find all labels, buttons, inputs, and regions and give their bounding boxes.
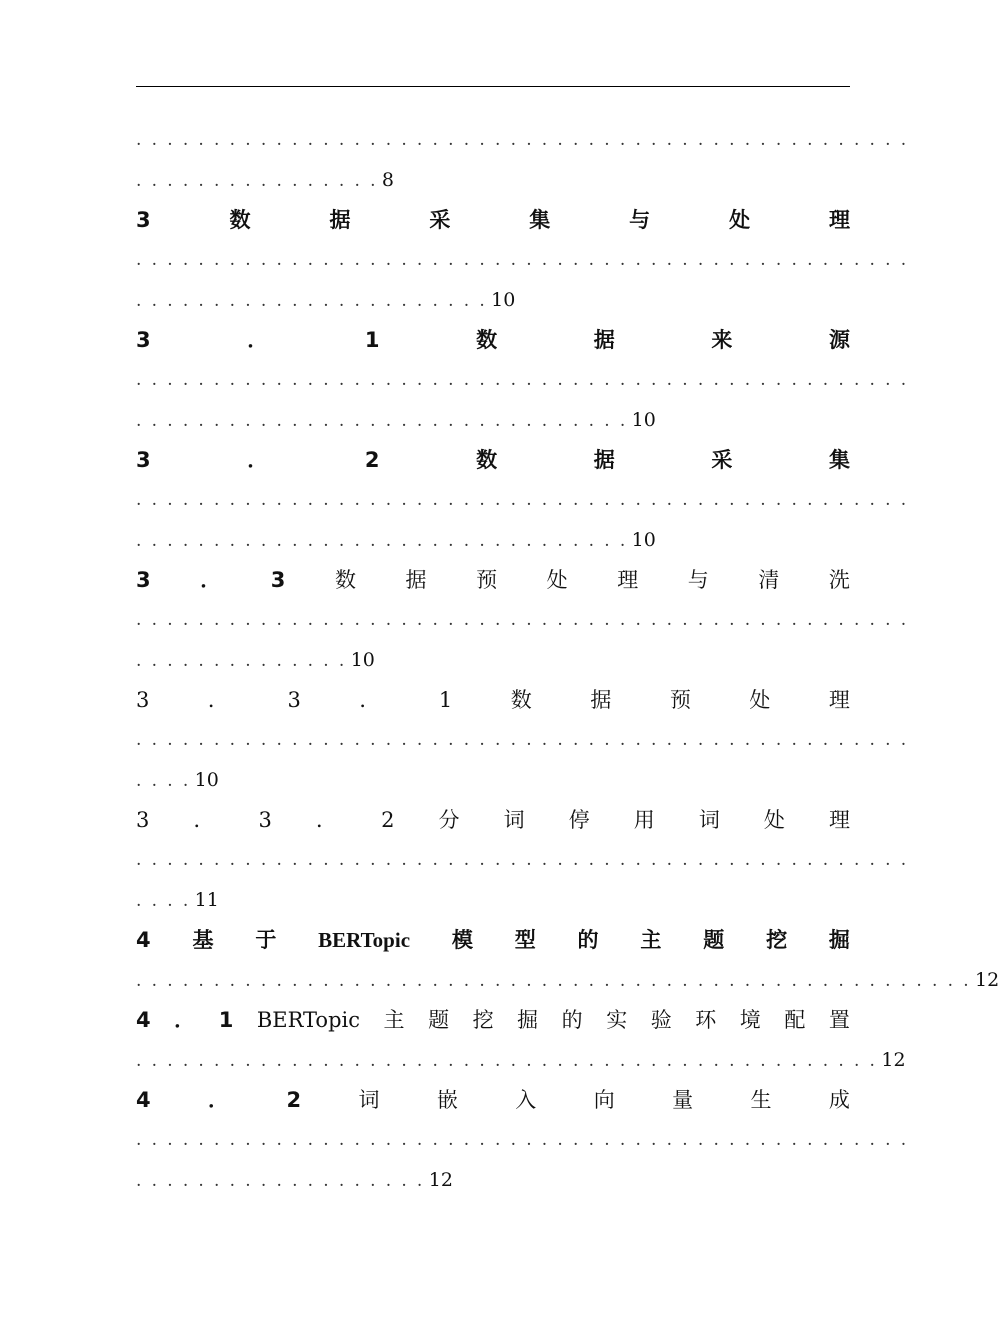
toc-entry-title[interactable]: 4 ． 1 BERTopic 主 题 挖 掘 的 实 验 环 境 配 置 bbox=[136, 1008, 850, 1032]
toc-entry-page-line[interactable]: . . . . 10 bbox=[136, 769, 219, 791]
toc-entry-page-line[interactable]: . . . . . . . . . . . . . . . . 8 bbox=[136, 169, 395, 191]
toc-page-number: 10 bbox=[194, 769, 219, 791]
toc-entry-title[interactable]: 3 ． 3 ． 1 数 据 预 处 理 bbox=[136, 688, 850, 712]
toc-page-number: 10 bbox=[491, 289, 516, 311]
toc-entry-page-line[interactable]: . . . . . . . . . . . . . . . . . . . . . . . 10 bbox=[136, 289, 516, 311]
toc-leader: . . . . . . . . . . . . . . . . . . . . . . . . . . . . . . . . . . . . . . . . . . . . . . . . . . bbox=[136, 1130, 909, 1150]
toc-entry-title[interactable]: 3 ． 3 数 据 预 处 理 与 清 洗 bbox=[136, 568, 850, 592]
header-rule bbox=[136, 86, 850, 87]
toc-entry-page-line[interactable]: . . . . . . . . . . . . . . 10 bbox=[136, 649, 375, 671]
toc-page-number: 12 bbox=[881, 1049, 906, 1071]
toc-page-number: 10 bbox=[631, 409, 656, 431]
toc-leader: . . . . . . . . . . . . . . . . . . . . . . . . . . . . . . . . . . . . . . . . . . . . . . . . . . bbox=[136, 850, 909, 870]
toc-entry-title[interactable]: 4 基 于 BERTopic 模 型 的 主 题 挖 掘 bbox=[136, 928, 850, 952]
toc-page-number: 8 bbox=[381, 169, 395, 191]
toc-entry-title[interactable]: 3 数 据 采 集 与 处 理 bbox=[136, 208, 850, 232]
toc-page-number: 10 bbox=[631, 529, 656, 551]
toc-leader: . . . . . . . . . . . . . . . . . . . . . . . . . . . . . . . . . . . . . . . . . . . . . . . . . . bbox=[136, 610, 909, 630]
toc-leader: . . . . . . . . . . . . . . . . . . . . . . . . . . . . . . . . . . . . . . . . . . . . . . . . . . bbox=[136, 730, 909, 750]
toc-entry-page-line[interactable]: . . . . 11 bbox=[136, 889, 219, 911]
toc-entry-title[interactable]: 3 ． 1 数 据 来 源 bbox=[136, 328, 850, 352]
toc-leader: . . . . . . . . . . . . . . . . . . . . . . . . . . . . . . . . . . . . . . . . . . . . . . . . . . bbox=[136, 490, 909, 510]
toc-entry-page-line[interactable]: . . . . . . . . . . . . . . . . . . . . . . . . . . . . . . . . . . . . . . . . . . . . . . . . 12 bbox=[136, 1049, 906, 1071]
toc-entry-title[interactable]: 3 ． 3 ． 2 分 词 停 用 词 处 理 bbox=[136, 808, 850, 832]
toc-page-number: 10 bbox=[350, 649, 375, 671]
toc-entry-page-line[interactable]: . . . . . . . . . . . . . . . . . . . . . . . . . . . . . . . . . . . . . . . . . . . . . . . . . . . . . . 12 bbox=[136, 969, 999, 991]
toc-page-number: 12 bbox=[428, 1169, 453, 1191]
toc-entry-page-line[interactable]: . . . . . . . . . . . . . . . . . . . . . . . . . . . . . . . . 10 bbox=[136, 409, 656, 431]
toc-page-number: 12 bbox=[975, 969, 999, 991]
toc-entry-page-line[interactable]: . . . . . . . . . . . . . . . . . . . . . . . . . . . . . . . . 10 bbox=[136, 529, 656, 551]
toc-leader: . . . . . . . . . . . . . . . . . . . . . . . . . . . . . . . . . . . . . . . . . . . . . . . . . . bbox=[136, 250, 909, 270]
table-of-contents bbox=[136, 120, 999, 1200]
toc-entry-page-line[interactable]: . . . . . . . . . . . . . . . . . . . 12 bbox=[136, 1169, 453, 1191]
toc-leader: . . . . . . . . . . . . . . . . . . . . . . . . . . . . . . . . . . . . . . . . . . . . . . . . . . bbox=[136, 130, 909, 150]
toc-entry-title[interactable]: 4 ． 2 词 嵌 入 向 量 生 成 bbox=[136, 1088, 850, 1112]
toc-page-number: 11 bbox=[194, 889, 219, 911]
toc-leader: . . . . . . . . . . . . . . . . . . . . . . . . . . . . . . . . . . . . . . . . . . . . . . . . . . bbox=[136, 370, 909, 390]
toc-entry-title[interactable]: 3 ． 2 数 据 采 集 bbox=[136, 448, 850, 472]
